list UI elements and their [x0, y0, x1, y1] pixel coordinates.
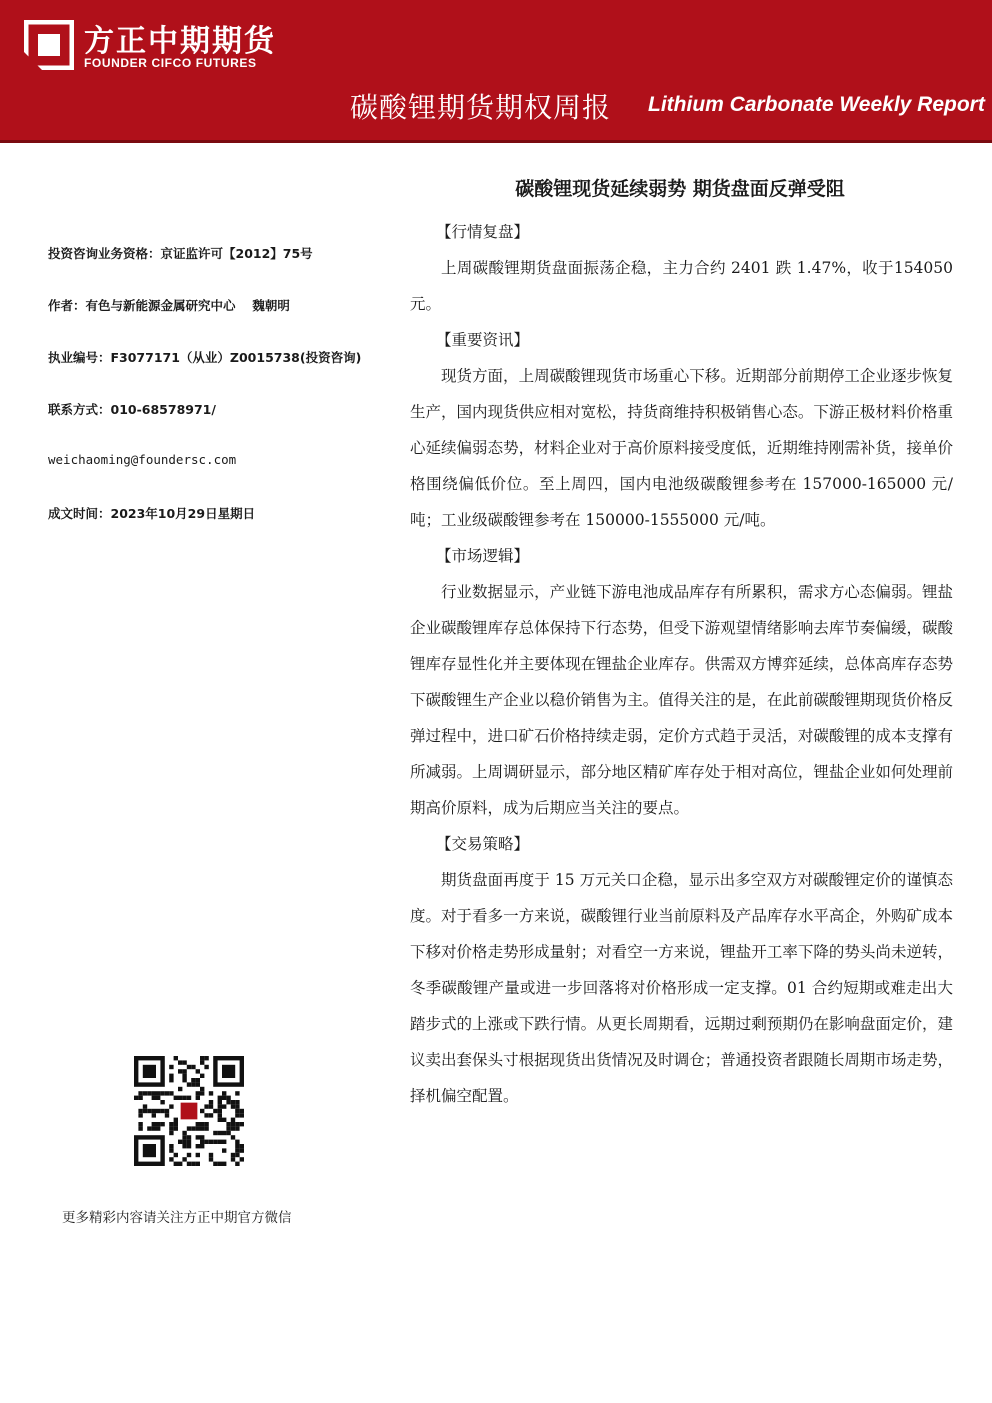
- date-line: 成文时间：2023年10月29日星期日: [48, 506, 256, 521]
- article-title: 碳酸锂现货延续弱势 期货盘面反弹受阻: [515, 178, 845, 200]
- contact-line: 联系方式：010-68578971/: [48, 402, 216, 417]
- section-heading: 【重要资讯】: [436, 331, 530, 349]
- report-title-en: Lithium Carbonate Weekly Report: [648, 93, 985, 116]
- license-line: 执业编号：F3077171（从业）Z0015738(投资咨询): [48, 350, 362, 365]
- qr-code-icon: [134, 1056, 244, 1166]
- qualification-line: 投资咨询业务资格：京证监许可【2012】75号: [48, 246, 313, 261]
- report-title-cn: 碳酸锂期货期权周报: [350, 91, 612, 124]
- section-heading: 【市场逻辑】: [436, 547, 530, 565]
- qr-caption: 更多精彩内容请关注方正中期官方微信: [62, 1210, 292, 1226]
- email-line: weichaoming@foundersc.com: [48, 452, 237, 467]
- report-body: [410, 214, 953, 1114]
- company-name-cn: 方正中期期货: [84, 24, 276, 59]
- section-paragraph: 期货盘面再度于 15 万元关口企稳，显示出多空双方对碳酸锂定价的谨慎态度。对于看多一方来说，碳酸锂行业当前原料及产品库存水平高企，外购矿成本下移对价格走势形成量射；对看空一方来说，锂盐开工率下降的势头尚未逆转，冬季碳酸锂产量或进一步回落将对价格形成一定支撑。01 合约短期或难走出大踏步式的上涨或下跌行情。从更长周期看，远期过剩预期仍在影响盘面定价，建议卖出套保头寸根据现货出货情况及时调仓；普通投资者跟随长周期市场走势，择机偏空配置。: [410, 871, 953, 1105]
- company-logo-icon: [24, 20, 74, 70]
- section-heading: 【行情复盘】: [436, 223, 530, 241]
- author-line: 作者：有色与新能源金属研究中心 魏朝明: [48, 298, 290, 313]
- section-paragraph: 行业数据显示，产业链下游电池成品库存有所累积，需求方心态偏弱。锂盐企业碳酸锂库存总体保持下行态势，但受下游观望情绪影响去库节奏偏缓，碳酸锂库存显性化并主要体现在锂盐企业库存。供需双方博弈延续，总体高库存态势下碳酸锂生产企业以稳价销售为主。值得关注的是，在此前碳酸锂期现货价格反弹过程中，进口矿石价格持续走弱，定价方式趋于灵活，对碳酸锂的成本支撑有所减弱。上周调研显示，部分地区精矿库存处于相对高位，锂盐企业如何处理前期高价原料，成为后期应当关注的要点。: [410, 583, 953, 817]
- company-name-en: FOUNDER CIFCO FUTURES: [84, 56, 257, 70]
- section-paragraph: 现货方面，上周碳酸锂现货市场重心下移。近期部分前期停工企业逐步恢复生产，国内现货供应相对宽松，持货商维持积极销售心态。下游正极材料价格重心延续偏弱态势，材料企业对于高价原料接受度低，近期维持刚需补货，接单价格围绕偏低价位。至上周四，国内电池级碳酸锂参考在 157000-165000 元/吨；工业级碳酸锂参考在 150000-1555000 元/吨。: [410, 367, 953, 529]
- section-paragraph: 上周碳酸锂期货盘面振荡企稳，主力合约 2401 跌 1.47%，收于154050 元。: [410, 259, 953, 313]
- header-divider: [0, 140, 992, 143]
- section-heading: 【交易策略】: [436, 835, 530, 853]
- report-header: [0, 0, 992, 140]
